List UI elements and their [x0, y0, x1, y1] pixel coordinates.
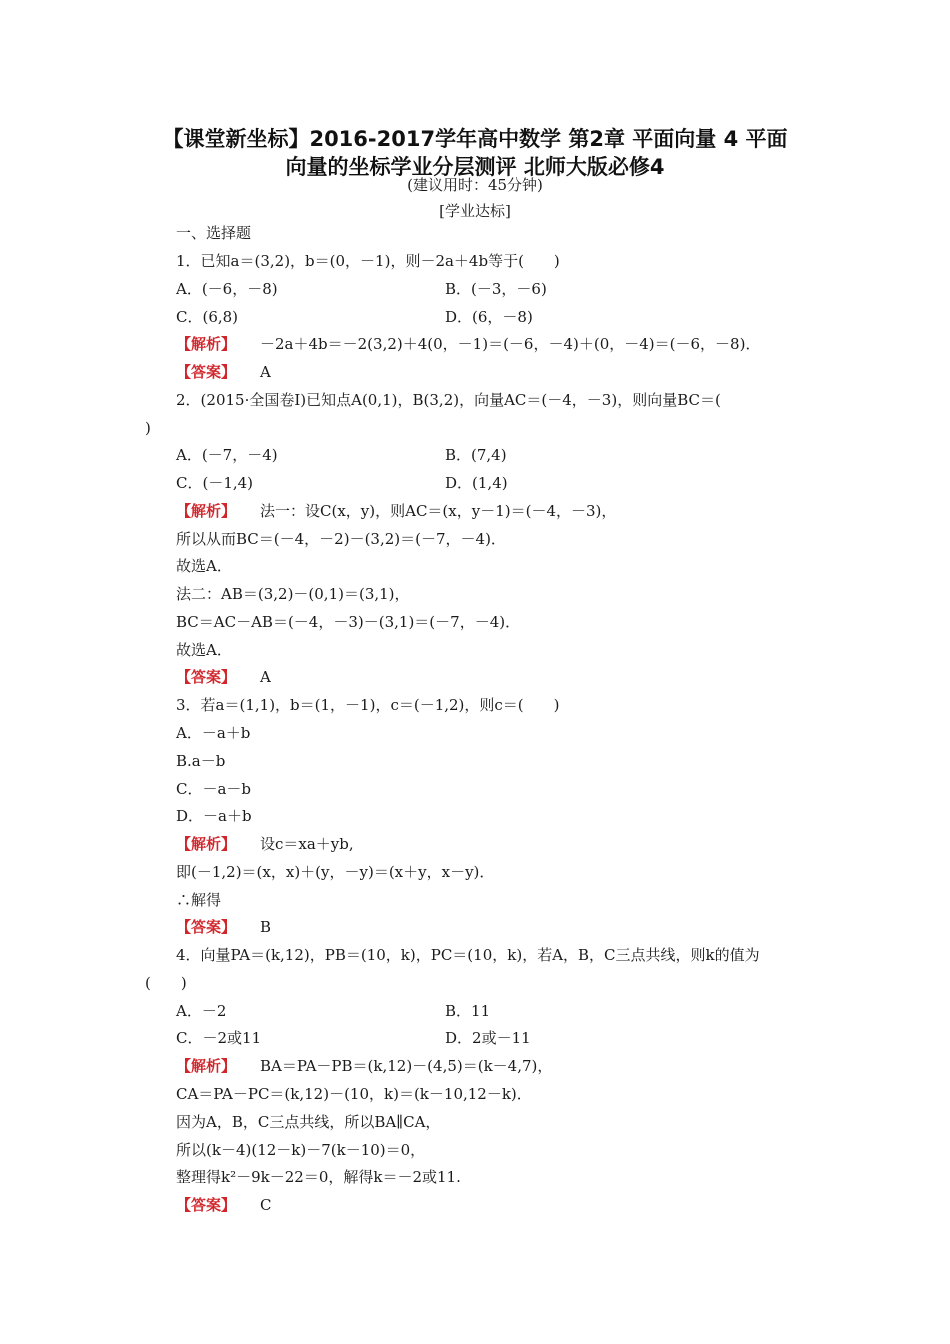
question-4-analysis: BA＝PA－PB＝(k,12)－(4,5)＝(k－4,7)，	[260, 1057, 553, 1075]
question-1-answer-tag: 【答案】	[176, 363, 237, 381]
question-4-analysis-line: CA＝PA－PC＝(k,12)－(10，k)＝(k－10,12－k)．	[176, 1085, 532, 1103]
question-4-stem-continued: ( )	[145, 974, 187, 992]
question-1-option-c: C．(6,8)	[176, 308, 239, 326]
question-4-stem: 4．向量PA＝(k,12)，PB＝(10，k)，PC＝(10，k)，若A，B，C三点共线，则k的值为	[176, 946, 760, 964]
question-3-analysis: 设c＝xa＋yb,	[260, 835, 354, 853]
question-4-option-b: B．11	[445, 1002, 491, 1020]
question-3-option-a: A．－a＋b	[176, 724, 251, 742]
question-1-option-d: D．(6，－8)	[445, 308, 533, 326]
question-4-analysis-line: 整理得k²－9k－22＝0，解得k＝－2或11.	[176, 1168, 461, 1186]
question-3-option-c: C．－a－b	[176, 780, 252, 798]
question-1-stem: 1．已知a＝(3,2)，b＝(0，－1)，则－2a＋4b等于( )	[176, 252, 560, 270]
question-2-analysis-line: 故选A．	[176, 557, 232, 575]
question-2-answer-tag: 【答案】	[176, 668, 237, 686]
question-2-option-a: A．(－7，－4)	[176, 446, 278, 464]
question-4-answer-tag: 【答案】	[176, 1196, 237, 1214]
question-4-analysis-line: 所以(k－4)(12－k)－7(k－10)＝0，	[176, 1141, 426, 1159]
suggested-time: (建议用时：45分钟)	[407, 176, 543, 194]
question-2-analysis-line: 故选A．	[176, 641, 232, 659]
question-3-analysis-tag: 【解析】	[176, 835, 237, 853]
question-2-stem: 2．(2015·全国卷Ⅰ)已知点A(0,1)，B(3,2)，向量AC＝(－4，－3)，则向量BC＝(	[176, 391, 721, 409]
question-2-answer: A	[260, 668, 271, 686]
question-3-option-d: D．－a＋b	[176, 807, 252, 825]
question-1-option-a: A．(－6，－8)	[176, 280, 278, 298]
question-2-option-b: B．(7,4)	[445, 446, 507, 464]
question-2-analysis-line: 所以从而BC＝(－4，－2)－(3,2)＝(－7，－4)．	[176, 530, 506, 548]
question-3-answer: B	[260, 918, 272, 936]
question-2-analysis: 法一：设C(x，y)，则AC＝(x，y－1)＝(－4，－3)，	[260, 502, 617, 520]
question-4-answer: C	[260, 1196, 272, 1214]
question-2-analysis-line: BC＝AC－AB＝(－4，－3)－(3,1)＝(－7，－4)．	[176, 613, 521, 631]
question-1-analysis: －2a＋4b＝－2(3,2)＋4(0，－1)＝(－6，－4)＋(0，－4)＝(－6，－8)．	[260, 335, 761, 353]
question-2-analysis-tag: 【解析】	[176, 502, 237, 520]
question-4-option-d: D．2或－11	[445, 1029, 531, 1047]
question-4-analysis-tag: 【解析】	[176, 1057, 237, 1075]
part-heading: 一、选择题	[176, 224, 252, 242]
question-4-option-c: C．－2或11	[176, 1029, 262, 1047]
question-1-analysis-tag: 【解析】	[176, 335, 237, 353]
question-4-option-a: A．－2	[176, 1002, 227, 1020]
question-2-option-c: C．(－1,4)	[176, 474, 254, 492]
question-4-analysis-line: 因为A，B，C三点共线，所以BA∥CA，	[176, 1113, 441, 1131]
question-2-stem-continued: )	[145, 419, 151, 437]
question-3-stem: 3．若a＝(1,1)，b＝(1，－1)，c＝(－1,2)，则c＝( )	[176, 696, 560, 714]
question-3-analysis-line: 即(－1,2)＝(x，x)＋(y，－y)＝(x＋y，x－y)．	[176, 863, 495, 881]
question-3-option-b: B.a－b	[176, 752, 226, 770]
question-3-answer-tag: 【答案】	[176, 918, 237, 936]
document-title-line-2: 向量的坐标学业分层测评 北师大版必修4	[285, 155, 665, 179]
question-2-option-d: D．(1,4)	[445, 474, 508, 492]
question-2-analysis-line: 法二：AB＝(3,2)－(0,1)＝(3,1)，	[176, 585, 410, 603]
question-1-option-b: B．(－3，－6)	[445, 280, 547, 298]
question-1-answer: A	[260, 363, 271, 381]
document-title-line-1: 【课堂新坐标】2016-2017学年高中数学 第2章 平面向量 4 平面	[162, 127, 788, 151]
section-label: [学业达标]	[439, 202, 511, 220]
question-3-analysis-line: ∴解得	[176, 891, 222, 909]
